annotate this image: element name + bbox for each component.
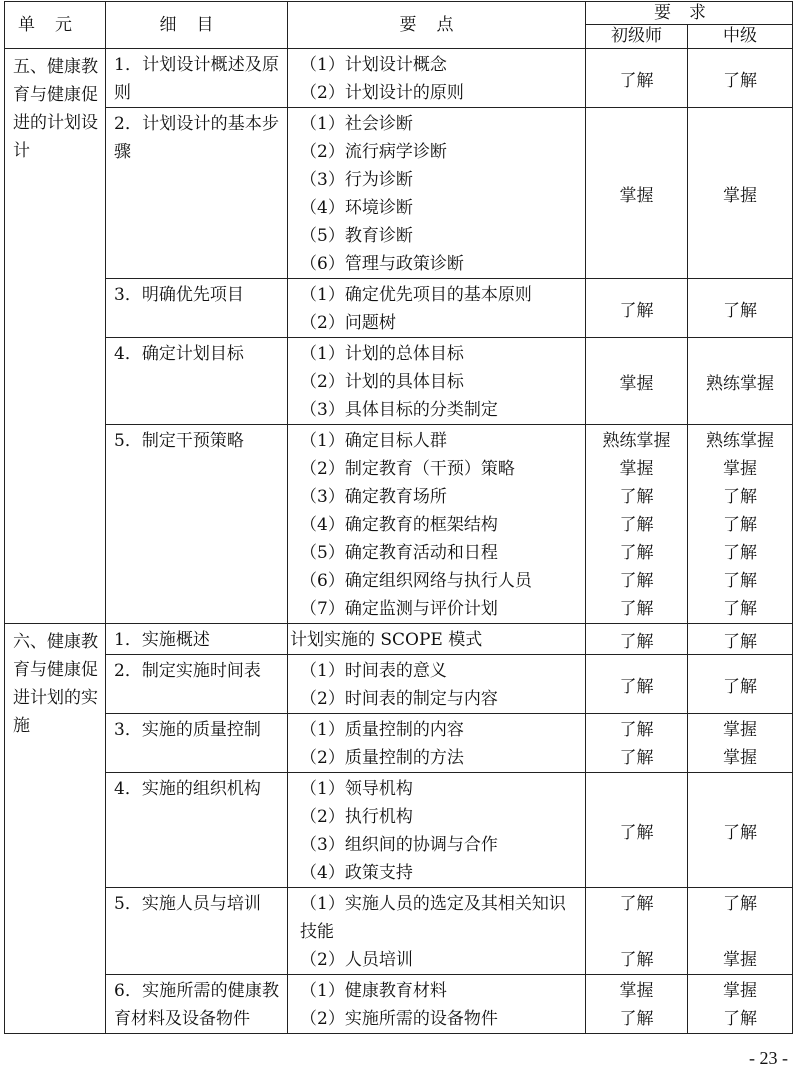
level-intermediate: 了解 bbox=[723, 487, 757, 507]
level-intermediate-list bbox=[688, 714, 793, 773]
point-item: （4）确定教育的框架结构 bbox=[300, 515, 498, 535]
table-body bbox=[5, 49, 793, 1034]
level-intermediate: 了解 bbox=[688, 279, 793, 338]
header-junior: 初级师 bbox=[586, 25, 688, 49]
level-junior-list bbox=[586, 425, 688, 624]
point-item: （2）计划的具体目标 bbox=[300, 372, 464, 392]
point-item: （6）管理与政策诊断 bbox=[300, 254, 464, 274]
table-row bbox=[5, 338, 793, 425]
point-item: （2）实施所需的设备物件 bbox=[300, 1009, 498, 1029]
level-junior: 了解 bbox=[586, 279, 688, 338]
level-intermediate: 了解 bbox=[723, 515, 757, 535]
points-cell bbox=[288, 714, 586, 773]
detail-cell: 5．制定干预策略 bbox=[106, 425, 288, 624]
detail-cell: 4．实施的组织机构 bbox=[106, 773, 288, 888]
level-junior bbox=[586, 918, 687, 946]
header-requirement: 要求 bbox=[586, 2, 793, 25]
points-cell bbox=[288, 108, 586, 279]
point-item: （6）确定组织网络与执行人员 bbox=[300, 571, 532, 591]
point-item: （1）领导机构 bbox=[300, 779, 413, 799]
level-intermediate: 了解 bbox=[688, 624, 793, 655]
points-cell bbox=[288, 279, 586, 338]
level-intermediate: 掌握 bbox=[723, 459, 757, 479]
level-junior-list bbox=[586, 975, 688, 1034]
point-item: （2）问题树 bbox=[300, 313, 396, 333]
point-item: （1）质量控制的内容 bbox=[300, 720, 464, 740]
detail-cell: 1．实施概述 bbox=[106, 624, 288, 655]
point-item: 计划实施的 SCOPE 模式 bbox=[290, 630, 483, 650]
level-junior: 掌握 bbox=[619, 981, 654, 1001]
level-junior: 了解 bbox=[586, 773, 688, 888]
points-cell bbox=[288, 624, 586, 655]
point-item: （2）制定教育（干预）策略 bbox=[300, 459, 515, 479]
level-junior: 掌握 bbox=[586, 338, 688, 425]
table-row bbox=[5, 624, 793, 655]
level-junior: 了解 bbox=[586, 49, 688, 108]
level-intermediate bbox=[688, 918, 792, 946]
detail-cell: 4．确定计划目标 bbox=[106, 338, 288, 425]
point-item: （1）社会诊断 bbox=[300, 114, 413, 134]
table-row bbox=[5, 49, 793, 108]
points-cell bbox=[288, 773, 586, 888]
level-intermediate: 了解 bbox=[723, 1009, 757, 1029]
point-item: （1）计划的总体目标 bbox=[300, 344, 464, 364]
point-item: （3）组织间的协调与合作 bbox=[300, 835, 498, 855]
points-cell bbox=[288, 975, 586, 1034]
level-intermediate: 了解 bbox=[688, 49, 793, 108]
point-item: （7）确定监测与评价计划 bbox=[300, 599, 498, 619]
point-item: （2）人员培训 bbox=[300, 950, 413, 970]
point-item: （4）环境诊断 bbox=[300, 198, 413, 218]
point-item: （5）确定教育活动和日程 bbox=[300, 543, 498, 563]
points-cell bbox=[288, 338, 586, 425]
table-row bbox=[5, 108, 793, 279]
level-junior-list bbox=[586, 714, 688, 773]
level-intermediate: 了解 bbox=[723, 543, 757, 563]
points-cell bbox=[288, 888, 586, 975]
detail-cell: 3．明确优先项目 bbox=[106, 279, 288, 338]
detail-cell: 6．实施所需的健康教育材料及设备物件 bbox=[106, 975, 288, 1034]
level-junior-list bbox=[586, 888, 688, 975]
table-row bbox=[5, 714, 793, 773]
level-junior: 了解 bbox=[619, 720, 654, 740]
level-intermediate: 熟练掌握 bbox=[706, 431, 774, 451]
point-item: （1）健康教育材料 bbox=[300, 981, 447, 1001]
detail-cell: 1．计划设计概述及原则 bbox=[106, 49, 288, 108]
point-item: （2）流行病学诊断 bbox=[300, 142, 447, 162]
level-junior: 熟练掌握 bbox=[602, 431, 671, 451]
level-junior: 了解 bbox=[619, 1009, 654, 1029]
point-item: （3）确定教育场所 bbox=[300, 487, 447, 507]
detail-cell: 5．实施人员与培训 bbox=[106, 888, 288, 975]
points-cell bbox=[288, 655, 586, 714]
level-junior: 了解 bbox=[619, 487, 654, 507]
point-item: （2）计划设计的原则 bbox=[300, 83, 464, 103]
syllabus-table bbox=[4, 1, 793, 1034]
level-junior: 了解 bbox=[619, 543, 654, 563]
level-junior: 了解 bbox=[619, 515, 654, 535]
point-item: （2）执行机构 bbox=[300, 807, 413, 827]
unit-title: 六、健康教育与健康促进计划的实施 bbox=[5, 624, 106, 1034]
level-intermediate: 了解 bbox=[688, 773, 793, 888]
level-junior: 掌握 bbox=[586, 108, 688, 279]
point-item: （4）政策支持 bbox=[300, 863, 413, 883]
level-junior: 了解 bbox=[619, 599, 654, 619]
header-detail: 细目 bbox=[106, 2, 288, 49]
point-item: （1）时间表的意义 bbox=[300, 661, 447, 681]
point-item: （2）时间表的制定与内容 bbox=[300, 689, 498, 709]
level-intermediate-list bbox=[688, 975, 793, 1034]
point-item: （1）确定优先项目的基本原则 bbox=[300, 285, 532, 305]
header-intermediate: 中级 bbox=[688, 25, 793, 49]
level-junior: 了解 bbox=[619, 950, 654, 970]
level-intermediate: 掌握 bbox=[723, 950, 757, 970]
level-intermediate: 了解 bbox=[723, 599, 757, 619]
table-row bbox=[5, 279, 793, 338]
point-item: （5）教育诊断 bbox=[300, 226, 413, 246]
point-item: （3）行为诊断 bbox=[300, 170, 413, 190]
points-cell bbox=[288, 49, 586, 108]
point-item: （1）确定目标人群 bbox=[300, 431, 447, 451]
header-unit: 单元 bbox=[5, 2, 106, 49]
level-intermediate: 掌握 bbox=[723, 720, 757, 740]
detail-cell: 2．制定实施时间表 bbox=[106, 655, 288, 714]
level-intermediate: 掌握 bbox=[723, 748, 757, 768]
detail-cell: 2．计划设计的基本步骤 bbox=[106, 108, 288, 279]
point-item: （3）具体目标的分类制定 bbox=[300, 400, 498, 420]
level-junior: 了解 bbox=[586, 624, 688, 655]
page-number: - 23 - bbox=[749, 1048, 788, 1068]
table-row bbox=[5, 773, 793, 888]
point-item: （1）计划设计概念 bbox=[300, 55, 447, 75]
table-row bbox=[5, 888, 793, 975]
level-intermediate: 了解 bbox=[723, 894, 757, 914]
level-intermediate-list bbox=[688, 425, 793, 624]
points-cell bbox=[288, 425, 586, 624]
level-intermediate: 熟练掌握 bbox=[688, 338, 793, 425]
detail-cell: 3．实施的质量控制 bbox=[106, 714, 288, 773]
level-intermediate: 了解 bbox=[723, 571, 757, 591]
point-item: （1）实施人员的选定及其相关知识技能 bbox=[300, 894, 566, 942]
level-junior: 了解 bbox=[586, 655, 688, 714]
unit-title: 五、健康教育与健康促进的计划设计 bbox=[5, 49, 106, 624]
table-header bbox=[5, 2, 793, 49]
table-row bbox=[5, 975, 793, 1034]
level-junior: 了解 bbox=[619, 571, 654, 591]
header-points: 要点 bbox=[288, 2, 586, 49]
level-junior: 了解 bbox=[619, 748, 654, 768]
level-junior: 了解 bbox=[619, 894, 654, 914]
point-item: （2）质量控制的方法 bbox=[300, 748, 464, 768]
level-junior: 掌握 bbox=[619, 459, 654, 479]
table-row bbox=[5, 655, 793, 714]
level-intermediate-list bbox=[688, 888, 793, 975]
level-intermediate: 掌握 bbox=[688, 108, 793, 279]
level-intermediate: 了解 bbox=[688, 655, 793, 714]
level-intermediate: 掌握 bbox=[723, 981, 757, 1001]
table-row bbox=[5, 425, 793, 624]
